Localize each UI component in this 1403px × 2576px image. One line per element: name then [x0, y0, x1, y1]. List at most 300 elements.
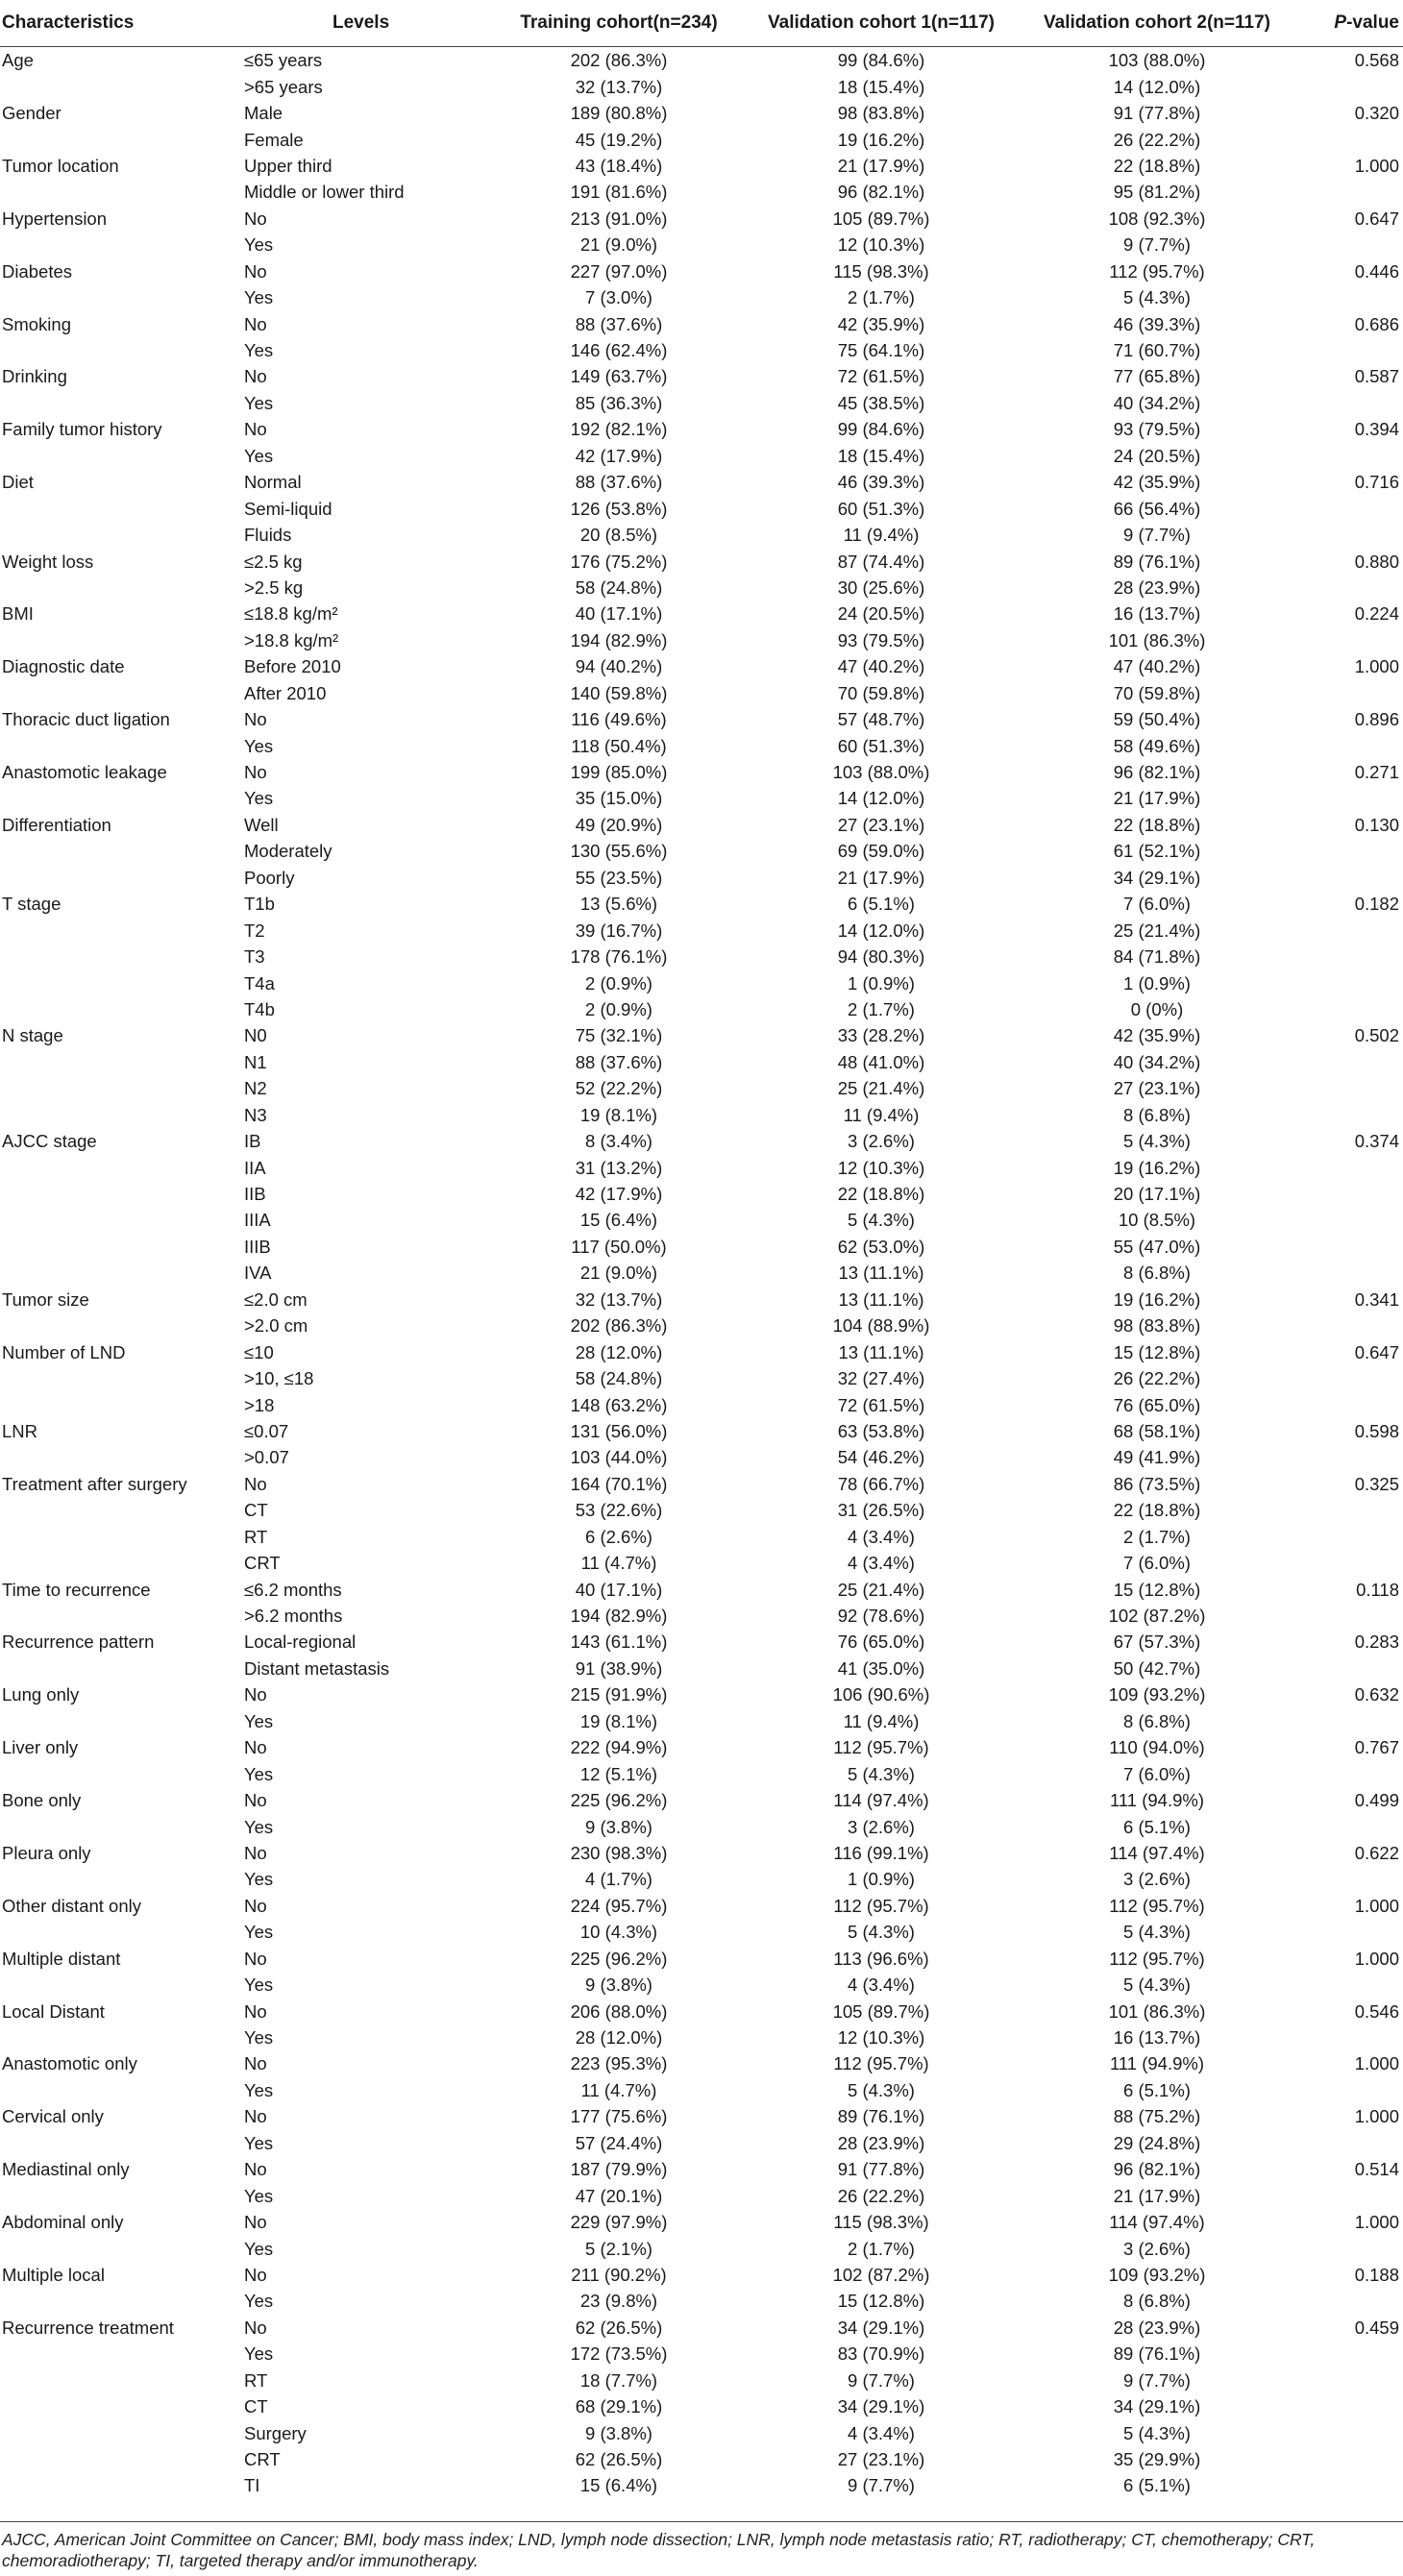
characteristic-cell: T stage	[2, 894, 62, 915]
characteristic-cell: Gender	[2, 103, 62, 124]
training-cell: 32 (13.7%)	[575, 1288, 663, 1310]
level-cell: Yes	[244, 234, 274, 256]
validation2-cell: 42 (35.9%)	[1113, 472, 1201, 493]
validation1-cell: 14 (12.0%)	[837, 920, 925, 941]
level-cell: No	[244, 366, 267, 387]
validation2-cell: 70 (59.8%)	[1113, 682, 1201, 703]
characteristic-cell	[0, 1708, 240, 1734]
validation1-cell: 1 (0.9%)	[848, 972, 915, 994]
table-row	[0, 1418, 1403, 1444]
validation2-cell: 95 (81.2%)	[1113, 182, 1201, 203]
level-cell: >65 years	[244, 76, 323, 97]
training-cell: 7 (3.0%)	[585, 287, 652, 308]
level-cell: Yes	[244, 2343, 274, 2365]
training-cell: 53 (22.6%)	[575, 1500, 663, 1521]
training-cell: 4 (1.7%)	[585, 1869, 652, 1890]
table-row	[0, 284, 1403, 310]
level-cell: Yes	[244, 392, 274, 413]
p-value-cell	[1301, 996, 1403, 1022]
training-cell: 211 (90.2%)	[571, 2264, 667, 2285]
level-cell: Male	[244, 103, 283, 124]
validation2-cell: 61 (52.1%)	[1113, 841, 1201, 862]
training-cell: 2 (0.9%)	[585, 998, 652, 1019]
table-row	[0, 2419, 1403, 2445]
table-row	[0, 865, 1403, 891]
characteristic-cell	[0, 1102, 240, 1128]
characteristic-cell	[0, 2341, 240, 2367]
table-bottom-rule	[0, 2521, 1403, 2522]
validation1-cell: 12 (10.3%)	[837, 1157, 925, 1178]
training-cell: 199 (85.0%)	[570, 762, 668, 783]
table-row	[0, 416, 1403, 442]
table-row	[0, 706, 1403, 732]
validation1-cell: 92 (78.6%)	[837, 1606, 925, 1627]
validation1-cell: 105 (89.7%)	[832, 2000, 930, 2022]
level-cell: ≤0.07	[244, 1420, 289, 1441]
characteristic-cell: BMI	[2, 603, 34, 625]
characteristic-cell	[0, 232, 240, 258]
p-value-cell: 0.459	[1354, 2317, 1399, 2338]
p-value-cell	[1301, 1444, 1403, 1470]
training-cell: 18 (7.7%)	[579, 2369, 658, 2391]
characteristic-cell: Anastomotic leakage	[2, 762, 167, 783]
validation1-cell: 11 (9.4%)	[843, 1710, 920, 1731]
validation2-cell: 5 (4.3%)	[1123, 1131, 1191, 1152]
p-value-cell	[1301, 2472, 1403, 2498]
validation1-cell: 2 (1.7%)	[848, 998, 915, 1019]
table-row	[0, 1919, 1403, 1945]
p-value-cell	[1301, 2341, 1403, 2367]
table-row	[0, 969, 1403, 995]
level-cell: Yes	[244, 1922, 274, 1943]
training-cell: 225 (96.2%)	[570, 1948, 668, 1969]
characteristic-cell	[0, 1075, 240, 1101]
level-cell: CRT	[244, 2449, 281, 2470]
validation2-cell: 109 (93.2%)	[1108, 1684, 1206, 1705]
validation2-cell: 77 (65.8%)	[1113, 366, 1201, 387]
training-cell: 47 (20.1%)	[575, 2185, 663, 2206]
table-row	[0, 2341, 1403, 2367]
characteristic-cell	[0, 627, 240, 653]
validation1-cell: 78 (66.7%)	[837, 1473, 925, 1494]
table-row	[0, 2182, 1403, 2208]
table-row	[0, 1787, 1403, 1813]
level-cell: >0.07	[244, 1447, 289, 1468]
characteristic-cell: Multiple distant	[2, 1948, 121, 1969]
validation2-cell: 108 (92.3%)	[1108, 208, 1206, 229]
training-cell: 62 (26.5%)	[575, 2449, 663, 2470]
header-levels: Levels	[240, 0, 488, 47]
table-row	[0, 232, 1403, 258]
validation1-cell: 14 (12.0%)	[837, 788, 925, 809]
level-cell: Yes	[244, 1710, 274, 1731]
validation2-cell: 114 (97.4%)	[1109, 1842, 1205, 1863]
p-value-cell: 0.188	[1354, 2264, 1399, 2285]
characteristic-cell	[0, 2446, 240, 2472]
validation1-cell: 4 (3.4%)	[848, 1975, 915, 1996]
validation1-cell: 4 (3.4%)	[848, 1526, 915, 1547]
p-value-cell	[1301, 1102, 1403, 1128]
level-cell: No	[244, 2053, 267, 2074]
table-row	[0, 1972, 1403, 1998]
validation2-cell: 86 (73.5%)	[1113, 1473, 1201, 1494]
level-cell: Well	[244, 814, 279, 835]
p-value-cell	[1301, 1866, 1403, 1892]
level-cell: Yes	[244, 2132, 274, 2153]
header-validation-cohort-2: Validation cohort 2(n=117)	[1013, 0, 1301, 47]
validation1-cell: 12 (10.3%)	[837, 2027, 925, 2049]
validation1-cell: 104 (88.9%)	[832, 1315, 930, 1337]
validation2-cell: 0 (0%)	[1130, 998, 1184, 1019]
training-cell: 43 (18.4%)	[575, 155, 663, 176]
training-cell: 10 (4.3%)	[579, 1922, 658, 1943]
validation2-cell: 9 (7.7%)	[1123, 234, 1191, 256]
level-cell: Upper third	[244, 155, 332, 176]
validation2-cell: 1 (0.9%)	[1123, 972, 1191, 994]
level-cell: No	[244, 709, 267, 730]
table-row	[0, 2472, 1403, 2498]
p-value-cell: 0.283	[1354, 1631, 1399, 1653]
validation2-cell: 22 (18.8%)	[1113, 1500, 1201, 1521]
characteristic-cell	[0, 2393, 240, 2419]
characteristic-cell: Diet	[2, 472, 34, 493]
validation2-cell: 3 (2.6%)	[1123, 1869, 1191, 1890]
p-value-cell	[1301, 1049, 1403, 1075]
table-row	[0, 891, 1403, 917]
validation1-cell: 70 (59.8%)	[837, 682, 925, 703]
p-value-cell	[1301, 1550, 1403, 1576]
validation1-cell: 105 (89.7%)	[832, 208, 930, 229]
validation1-cell: 15 (12.8%)	[837, 2291, 925, 2312]
table-row	[0, 1998, 1403, 2024]
level-cell: ≤2.5 kg	[244, 551, 303, 572]
p-value-cell	[1301, 1391, 1403, 1417]
header-row	[0, 0, 1403, 47]
level-cell: TI	[244, 2475, 260, 2496]
training-cell: 192 (82.1%)	[570, 419, 668, 440]
characteristic-cell	[0, 1656, 240, 1681]
characteristic-cell: Lung only	[2, 1684, 80, 1705]
validation1-cell: 11 (9.4%)	[843, 1104, 920, 1125]
p-value-cell	[1301, 969, 1403, 995]
validation1-cell: 60 (51.3%)	[837, 735, 925, 756]
table-row	[0, 1576, 1403, 1602]
characteristic-cell: Bone only	[2, 1790, 82, 1811]
characteristic-cell	[0, 1919, 240, 1945]
table-row	[0, 2024, 1403, 2050]
validation1-cell: 33 (28.2%)	[837, 1025, 925, 1046]
p-value-cell	[1301, 1207, 1403, 1233]
validation2-cell: 26 (22.2%)	[1113, 1368, 1201, 1389]
validation2-cell: 35 (29.9%)	[1113, 2449, 1201, 2470]
p-value-cell: 1.000	[1354, 155, 1399, 176]
p-value-cell	[1301, 2130, 1403, 2156]
p-value-cell	[1301, 1813, 1403, 1839]
level-cell: IB	[244, 1131, 261, 1152]
training-cell: 55 (23.5%)	[575, 867, 663, 888]
training-cell: 40 (17.1%)	[575, 603, 663, 625]
characteristic-cell	[0, 2472, 240, 2498]
validation2-cell: 19 (16.2%)	[1113, 1157, 1201, 1178]
level-cell: No	[244, 2000, 267, 2022]
validation2-cell: 7 (6.0%)	[1123, 894, 1191, 915]
validation2-cell: 34 (29.1%)	[1113, 867, 1201, 888]
characteristic-cell	[0, 575, 240, 601]
training-cell: 28 (12.0%)	[575, 2027, 663, 2049]
p-value-cell: 1.000	[1354, 656, 1399, 677]
training-cell: 116 (49.6%)	[571, 709, 667, 730]
table-row	[0, 258, 1403, 284]
validation2-cell: 110 (94.0%)	[1109, 1737, 1205, 1758]
validation1-cell: 9 (7.7%)	[848, 2475, 915, 2496]
training-cell: 15 (6.4%)	[579, 1210, 658, 1231]
table-footnote: AJCC, American Joint Committee on Cancer; BMI, body mass index; LND, lymph node dissection; LNR, lymph node metastasis ratio; RT, radiotherapy; CT, chemotherapy; CRT, chemoradiotherapy; TI, targeted therapy and/or immunotherapy.	[2, 2530, 1316, 2570]
validation1-cell: 76 (65.0%)	[837, 1631, 925, 1653]
validation2-cell: 28 (23.9%)	[1113, 577, 1201, 598]
validation1-cell: 113 (96.6%)	[833, 1948, 929, 1969]
characteristic-cell	[0, 865, 240, 891]
table-row	[0, 2235, 1403, 2261]
level-cell: IIB	[244, 1184, 266, 1205]
p-value-cell	[1301, 1524, 1403, 1550]
level-cell: No	[244, 1737, 267, 1758]
validation2-cell: 76 (65.0%)	[1113, 1394, 1201, 1415]
training-cell: 131 (56.0%)	[570, 1420, 668, 1441]
level-cell: IIA	[244, 1157, 266, 1178]
training-cell: 148 (63.2%)	[570, 1394, 668, 1415]
characteristic-cell: N stage	[2, 1025, 63, 1046]
validation2-cell: 50 (42.7%)	[1113, 1657, 1201, 1679]
table-row	[0, 2315, 1403, 2341]
characteristic-cell: Tumor location	[2, 155, 119, 176]
validation2-cell: 103 (88.0%)	[1108, 50, 1206, 71]
validation2-cell: 84 (71.8%)	[1113, 946, 1201, 968]
validation1-cell: 28 (23.9%)	[837, 2132, 925, 2153]
training-cell: 39 (16.7%)	[575, 920, 663, 941]
training-cell: 21 (9.0%)	[579, 234, 658, 256]
level-cell: Female	[244, 129, 304, 150]
validation1-cell: 6 (5.1%)	[848, 894, 915, 915]
validation1-cell: 112 (95.7%)	[833, 1895, 929, 1916]
level-cell: IIIA	[244, 1210, 271, 1231]
p-value-cell: 0.647	[1354, 1341, 1399, 1362]
level-cell: Poorly	[244, 867, 295, 888]
validation1-cell: 13 (11.1%)	[838, 1288, 924, 1310]
validation2-cell: 5 (4.3%)	[1123, 287, 1191, 308]
training-cell: 187 (79.9%)	[570, 2159, 668, 2180]
training-cell: 103 (44.0%)	[570, 1447, 668, 1468]
validation1-cell: 1 (0.9%)	[848, 1869, 915, 1890]
training-cell: 2 (0.9%)	[585, 972, 652, 994]
training-cell: 52 (22.2%)	[575, 1078, 663, 1099]
validation2-cell: 21 (17.9%)	[1113, 788, 1201, 809]
training-cell: 58 (24.8%)	[575, 577, 663, 598]
p-value-cell: 1.000	[1354, 2212, 1399, 2233]
p-value-cell	[1301, 1260, 1403, 1286]
characteristic-cell: Recurrence treatment	[2, 2317, 174, 2338]
characteristic-cell: Smoking	[2, 313, 71, 334]
p-value-cell	[1301, 1760, 1403, 1786]
characteristic-cell	[0, 390, 240, 416]
p-value-cell: 1.000	[1354, 1895, 1399, 1916]
level-cell: Yes	[244, 2079, 274, 2100]
level-cell: No	[244, 762, 267, 783]
table-row	[0, 548, 1403, 574]
p-value-cell: 0.647	[1354, 208, 1399, 229]
characteristic-cell	[0, 732, 240, 758]
validation1-cell: 4 (3.4%)	[848, 1553, 915, 1574]
level-cell: >18	[244, 1394, 275, 1415]
level-cell: N3	[244, 1104, 267, 1125]
validation2-cell: 47 (40.2%)	[1113, 656, 1201, 677]
validation1-cell: 5 (4.3%)	[848, 2079, 915, 2100]
validation2-cell: 101 (86.3%)	[1108, 2000, 1206, 2022]
p-value-cell	[1301, 2288, 1403, 2314]
level-cell: No	[244, 1790, 267, 1811]
characteristic-cell: Weight loss	[2, 551, 94, 572]
characteristic-cell: Diagnostic date	[2, 656, 125, 677]
validation1-cell: 12 (10.3%)	[837, 234, 925, 256]
table-row	[0, 1365, 1403, 1391]
table-row	[0, 1444, 1403, 1470]
table-row	[0, 100, 1403, 126]
validation1-cell: 31 (26.5%)	[837, 1500, 925, 1521]
p-value-cell: 0.182	[1354, 894, 1399, 915]
table-row	[0, 1313, 1403, 1338]
training-cell: 194 (82.9%)	[570, 629, 668, 650]
p-value-cell	[1301, 443, 1403, 469]
table-row	[0, 1471, 1403, 1497]
validation2-cell: 21 (17.9%)	[1113, 2185, 1201, 2206]
p-value-cell	[1301, 2367, 1403, 2393]
characteristic-cell	[0, 2130, 240, 2156]
table-row	[0, 2393, 1403, 2419]
training-cell: 229 (97.9%)	[570, 2212, 668, 2233]
level-cell: No	[244, 2159, 267, 2180]
level-cell: Local-regional	[244, 1631, 357, 1653]
characteristic-cell	[0, 2024, 240, 2050]
validation1-cell: 21 (17.9%)	[837, 867, 925, 888]
table-row	[0, 1497, 1403, 1523]
training-cell: 146 (62.4%)	[570, 340, 668, 361]
characteristic-cell	[0, 838, 240, 864]
p-value-cell: 0.341	[1354, 1288, 1399, 1310]
p-value-cell	[1301, 2446, 1403, 2472]
p-value-cell	[1301, 126, 1403, 152]
training-cell: 58 (24.8%)	[575, 1368, 663, 1389]
level-cell: ≤2.0 cm	[244, 1288, 308, 1310]
training-cell: 11 (4.7%)	[580, 2079, 657, 2100]
validation1-cell: 99 (84.6%)	[837, 50, 925, 71]
level-cell: CRT	[244, 1553, 281, 1574]
table-row	[0, 337, 1403, 363]
validation1-cell: 27 (23.1%)	[837, 2449, 925, 2470]
validation1-cell: 75 (64.1%)	[837, 340, 925, 361]
validation2-cell: 8 (6.8%)	[1123, 2291, 1191, 2312]
level-cell: T2	[244, 920, 265, 941]
table-row	[0, 2209, 1403, 2235]
table-row	[0, 1391, 1403, 1417]
validation1-cell: 21 (17.9%)	[837, 155, 925, 176]
level-cell: No	[244, 1473, 267, 1494]
training-cell: 11 (4.7%)	[580, 1553, 657, 1574]
validation2-cell: 67 (57.3%)	[1113, 1631, 1201, 1653]
validation1-cell: 72 (61.5%)	[837, 1394, 925, 1415]
training-cell: 222 (94.9%)	[570, 1737, 668, 1758]
characteristic-cell	[0, 495, 240, 521]
characteristic-cell	[0, 1444, 240, 1470]
validation1-cell: 99 (84.6%)	[837, 419, 925, 440]
validation2-cell: 15 (12.8%)	[1113, 1579, 1201, 1600]
table-row	[0, 1207, 1403, 1233]
p-value-cell: 0.686	[1354, 313, 1399, 334]
training-cell: 177 (75.6%)	[570, 2106, 668, 2127]
training-cell: 140 (59.8%)	[570, 682, 668, 703]
characteristic-cell: Drinking	[2, 366, 67, 387]
table-row	[0, 495, 1403, 521]
training-cell: 19 (8.1%)	[579, 1710, 658, 1731]
validation1-cell: 41 (35.0%)	[837, 1657, 925, 1679]
p-value-cell: 0.546	[1354, 2000, 1399, 2022]
validation2-cell: 71 (60.7%)	[1113, 340, 1201, 361]
characteristic-cell: Local Distant	[2, 2000, 105, 2022]
characteristic-cell	[0, 1972, 240, 1998]
training-cell: 35 (15.0%)	[575, 788, 663, 809]
level-cell: No	[244, 2264, 267, 2285]
p-value-cell: 0.632	[1354, 1684, 1399, 1705]
p-value-cell	[1301, 680, 1403, 706]
validation1-cell: 115 (98.3%)	[833, 2212, 929, 2233]
p-value-cell: 0.320	[1354, 103, 1399, 124]
validation1-cell: 27 (23.1%)	[837, 814, 925, 835]
training-cell: 143 (61.1%)	[570, 1631, 668, 1653]
characteristic-cell	[0, 2288, 240, 2314]
level-cell: No	[244, 1842, 267, 1863]
level-cell: ≤65 years	[244, 50, 323, 71]
level-cell: >2.5 kg	[244, 577, 304, 598]
level-cell: N0	[244, 1025, 267, 1046]
table-row	[0, 390, 1403, 416]
training-cell: 12 (5.1%)	[579, 1763, 658, 1784]
validation1-cell: 3 (2.6%)	[848, 1816, 915, 1837]
training-cell: 227 (97.0%)	[570, 260, 668, 282]
characteristic-cell: Family tumor history	[2, 419, 162, 440]
table-row	[0, 1260, 1403, 1286]
validation1-cell: 91 (77.8%)	[837, 2159, 925, 2180]
training-cell: 57 (24.4%)	[575, 2132, 663, 2153]
table-row	[0, 680, 1403, 706]
level-cell: T3	[244, 946, 265, 968]
table-header	[0, 0, 1403, 47]
table-row	[0, 2130, 1403, 2156]
characteristic-cell: Hypertension	[2, 208, 108, 229]
training-cell: 21 (9.0%)	[579, 1263, 658, 1284]
validation2-cell: 40 (34.2%)	[1113, 392, 1201, 413]
table-body	[0, 47, 1403, 2499]
training-cell: 117 (50.0%)	[571, 1236, 667, 1257]
p-value-cell	[1301, 73, 1403, 99]
training-cell: 28 (12.0%)	[575, 1341, 663, 1362]
validation1-cell: 54 (46.2%)	[837, 1447, 925, 1468]
validation1-cell: 25 (21.4%)	[837, 1579, 925, 1600]
characteristic-cell	[0, 2367, 240, 2393]
table-row	[0, 1154, 1403, 1180]
training-cell: 6 (2.6%)	[585, 1526, 652, 1547]
p-value-cell	[1301, 337, 1403, 363]
table-row	[0, 1893, 1403, 1919]
validation1-cell: 18 (15.4%)	[837, 445, 925, 466]
characteristic-cell	[0, 1049, 240, 1075]
